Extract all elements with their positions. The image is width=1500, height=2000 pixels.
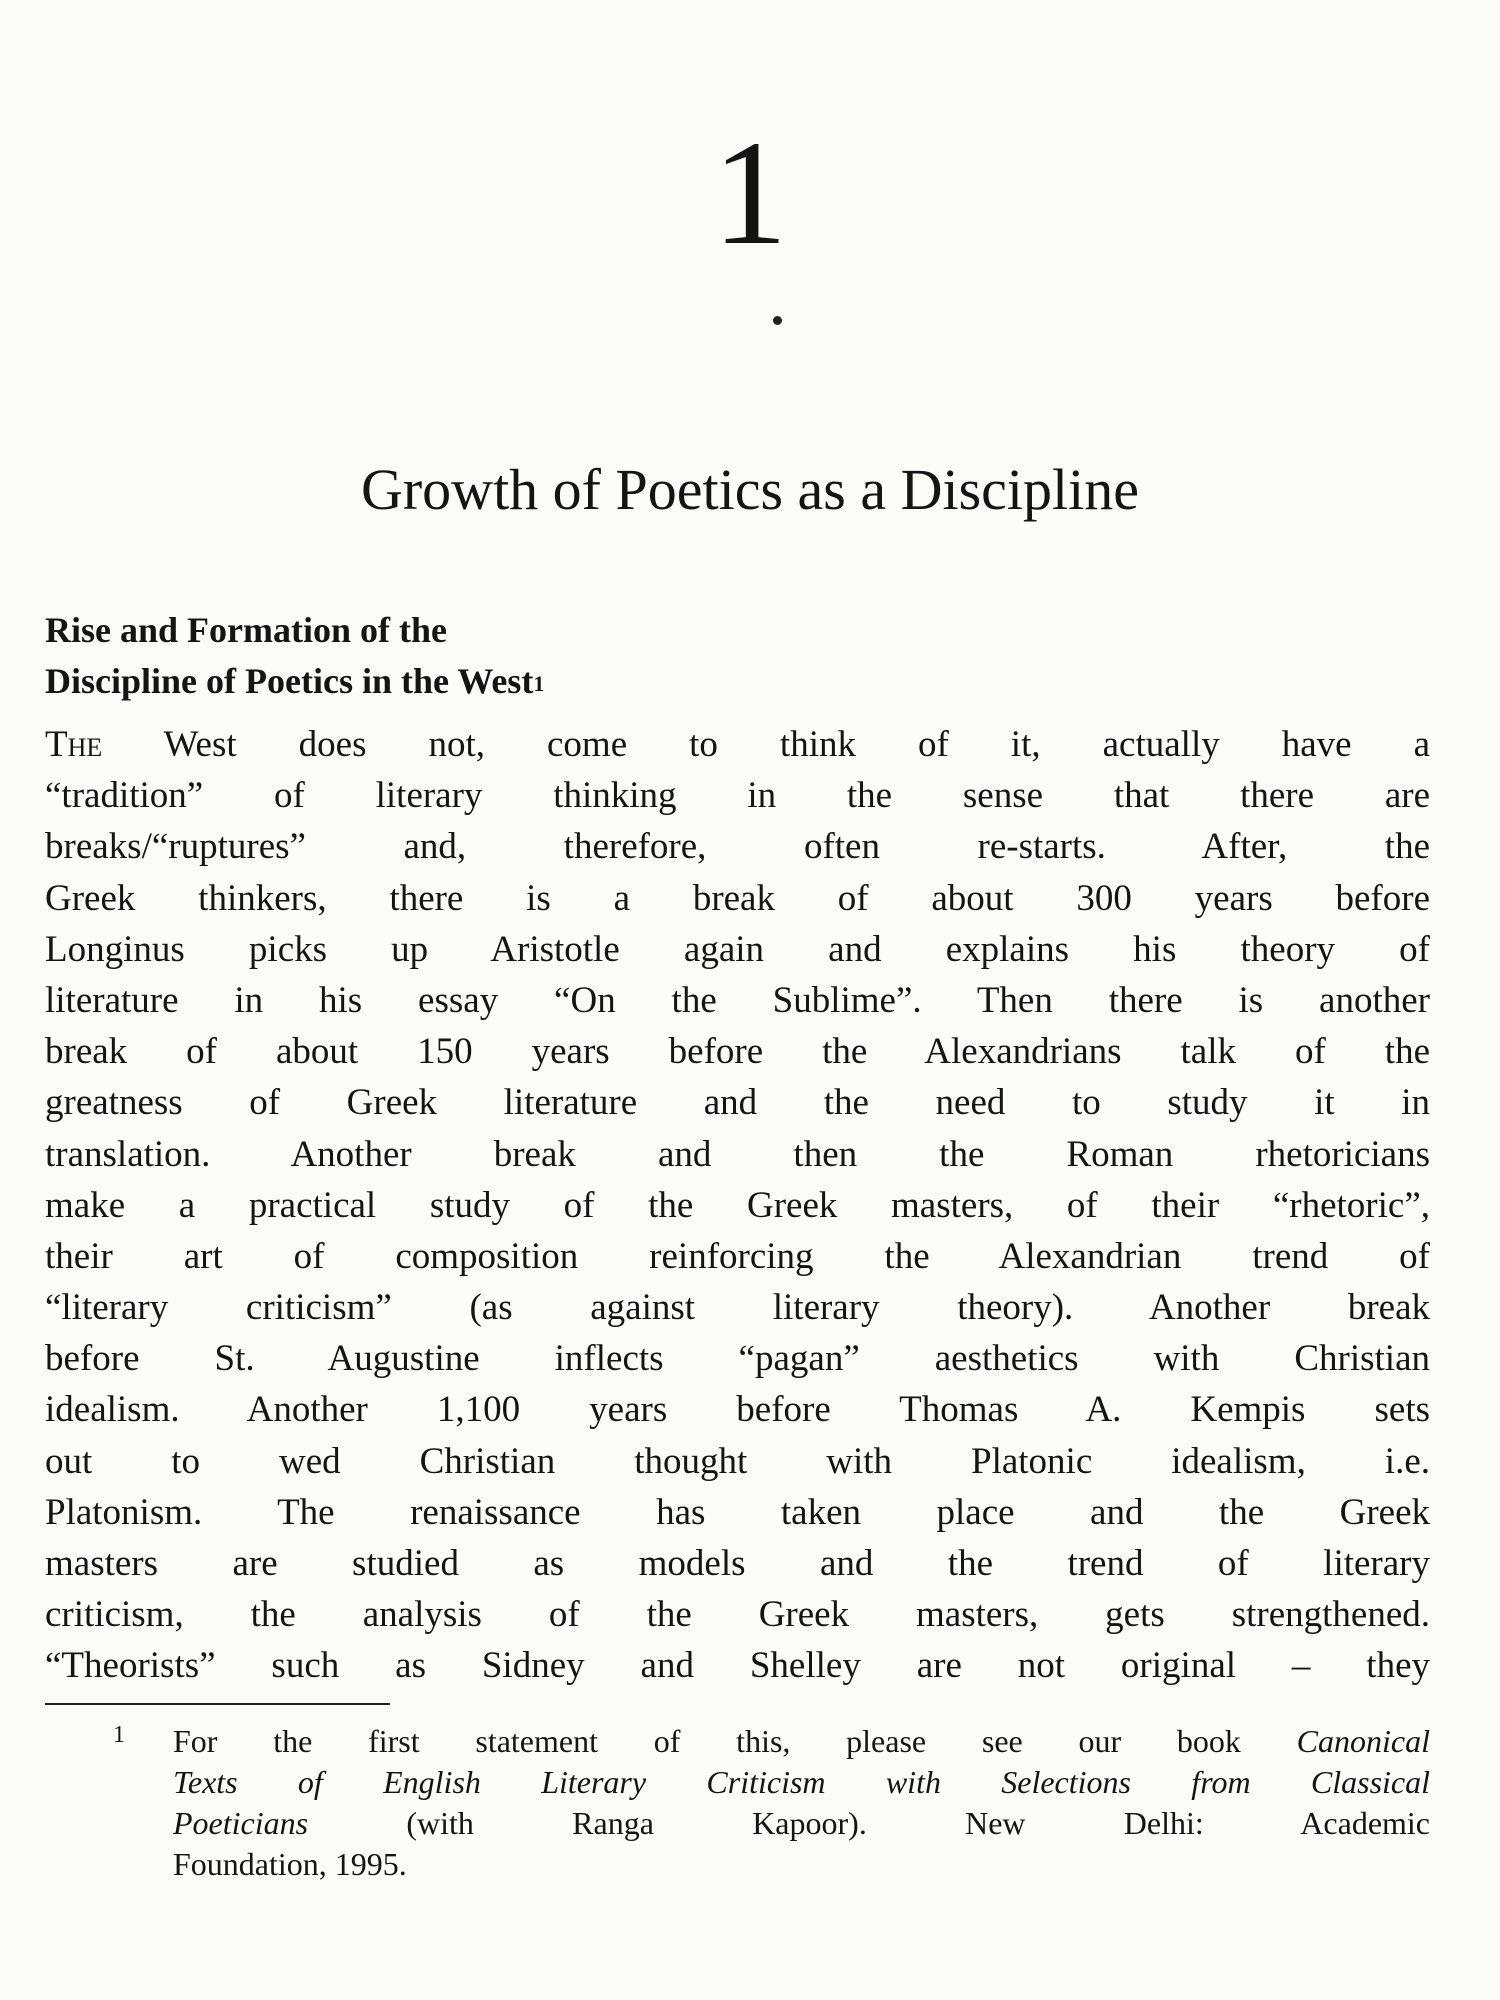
body-line: their art of composition reinforcing the Alexandrian trend of <box>45 1235 1430 1277</box>
body-paragraph <box>45 719 1430 1692</box>
chapter-title: Growth of Poetics as a Discipline <box>360 457 1139 522</box>
ornament-dot <box>773 316 782 325</box>
body-line: criticism, the analysis of the Greek masters, gets strengthened. <box>45 1594 1430 1636</box>
footnote-line <box>173 1721 1430 1762</box>
footnote-line <box>173 1803 1430 1844</box>
body-line: Longinus picks up Aristotle again and explains his theory of <box>45 928 1430 970</box>
first-word-small-caps: The <box>45 724 103 765</box>
footnote-book-title: Poeticians <box>173 1805 309 1841</box>
body-line: Platonism. The renaissance has taken place and the Greek <box>45 1491 1430 1533</box>
body-line: “literary criticism” (as against literary theory). Another break <box>45 1287 1430 1329</box>
body-line: masters are studied as models and the trend of literary <box>45 1543 1430 1584</box>
chapter-number: 1 <box>712 110 788 276</box>
body-line: Greek thinkers, there is a break of about 300 years before <box>45 877 1430 919</box>
footnote-text: For the first statement of this, please see our book <box>173 1723 1297 1759</box>
body-line-text: West does not, come to think of it, actually have a <box>102 724 1430 765</box>
section-heading-line-2 <box>45 656 544 707</box>
section-heading-line-1: Rise and Formation of the <box>45 610 447 650</box>
body-line: before St. Augustine inflects “pagan” aesthetics with Christian <box>45 1338 1430 1380</box>
body-line: greatness of Greek literature and the need to study it in <box>45 1082 1430 1124</box>
footnote-book-title: Texts of English Literary Criticism with Selections from Classical <box>173 1764 1430 1800</box>
body-line: idealism. Another 1,100 years before Thomas A. Kempis sets <box>45 1389 1430 1431</box>
body-line: literature in his essay “On the Sublime”. Then there is another <box>45 979 1430 1021</box>
body-line: break of about 150 years before the Alexandrians talk of the <box>45 1031 1430 1073</box>
footnote-line <box>173 1762 1430 1803</box>
footnote-book-title: Canonical <box>1296 1723 1430 1759</box>
body-line <box>45 719 1430 770</box>
footnote-line: Foundation, 1995. <box>173 1846 407 1882</box>
footnote-text: (with Ranga Kapoor). New Delhi: Academic <box>308 1805 1430 1841</box>
section-heading <box>45 605 544 707</box>
section-heading-line-2-text: Discipline of Poetics in the West <box>45 661 534 701</box>
footnote-divider <box>45 1703 390 1705</box>
footnote-reference: 1 <box>533 671 545 696</box>
body-line: “Theorists” such as Sidney and Shelley are not original – they <box>45 1645 1430 1687</box>
body-line: “tradition” of literary thinking in the sense that there are <box>45 775 1430 817</box>
footnote <box>173 1721 1430 1885</box>
body-line: breaks/“ruptures” and, therefore, often re-starts. After, the <box>45 826 1430 868</box>
footnote-marker: 1 <box>113 1722 125 1748</box>
body-line: out to wed Christian thought with Platonic idealism, i.e. <box>45 1440 1430 1482</box>
body-line: translation. Another break and then the Roman rhetoricians <box>45 1133 1430 1175</box>
body-line: make a practical study of the Greek masters, of their “rhetoric”, <box>45 1184 1430 1226</box>
